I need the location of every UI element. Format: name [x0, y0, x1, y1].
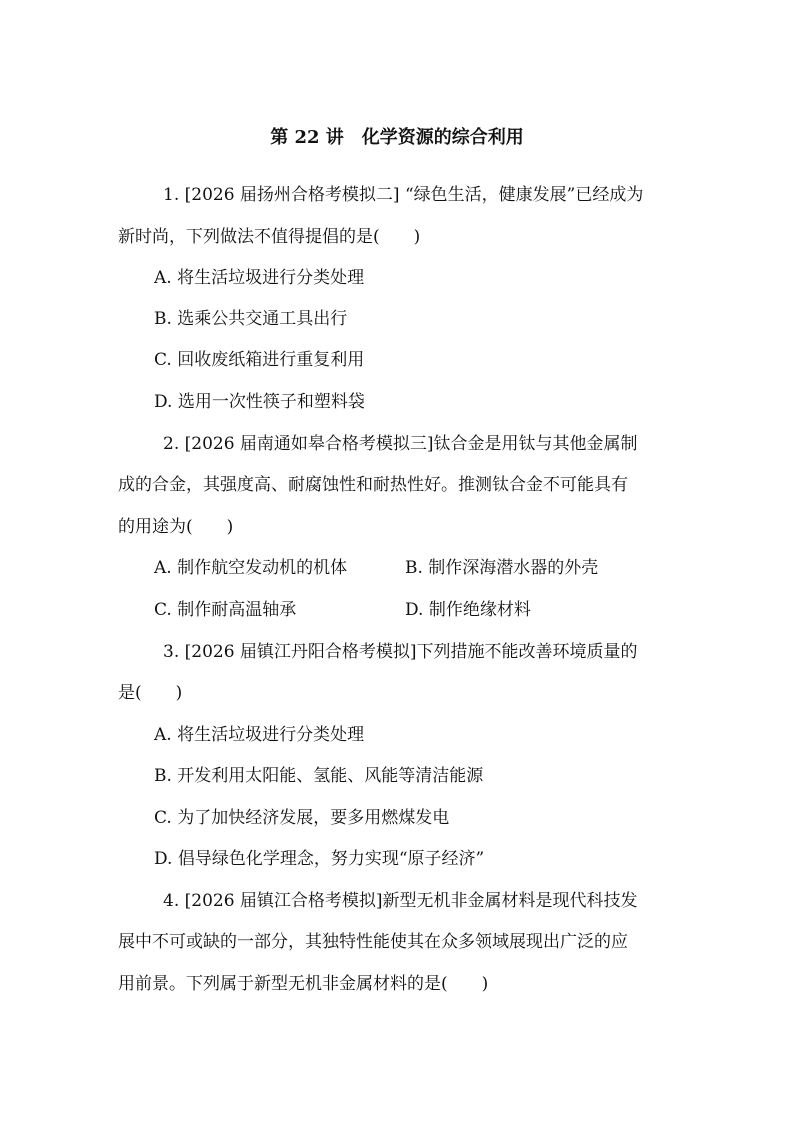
question-2-option-b: B. 制作深海潜水器的外壳 [405, 558, 599, 578]
question-4-stem-line-3: 用前景。下列属于新型无机非金属材料的是( ) [118, 974, 489, 994]
question-1-option-b: B. 选乘公共交通工具出行 [154, 309, 348, 329]
page-title: 第 22 讲 化学资源的综合利用 [270, 127, 524, 148]
question-3-option-a: A. 将生活垃圾进行分类处理 [154, 725, 365, 745]
question-1-option-a: A. 将生活垃圾进行分类处理 [154, 268, 365, 288]
question-3-stem-line-1: 3. [2026 届镇江丹阳合格考模拟]下列措施不能改善环境质量的 [163, 642, 638, 662]
question-1-stem-line-1: 1. [2026 届扬州合格考模拟二] “绿色生活，健康发展”已经成为 [163, 185, 644, 205]
question-1-option-d: D. 选用一次性筷子和塑料袋 [154, 392, 365, 412]
question-2-option-c: C. 制作耐高温轴承 [154, 600, 297, 620]
question-3-option-c: C. 为了加快经济发展，要多用燃煤发电 [154, 808, 450, 828]
question-4-stem-line-2: 展中不可或缺的一部分，其独特性能使其在众多领域展现出广泛的应 [118, 932, 628, 952]
question-1-stem-line-2: 新时尚，下列做法不值得提倡的是( ) [118, 227, 421, 247]
question-2-stem-line-2: 成的合金，其强度高、耐腐蚀性和耐热性好。推测钛合金不可能具有 [118, 475, 628, 495]
question-2-option-a: A. 制作航空发动机的机体 [154, 558, 348, 578]
question-1-option-c: C. 回收废纸箱进行重复利用 [154, 350, 365, 370]
question-4-stem-line-1: 4. [2026 届镇江合格考模拟]新型无机非金属材料是现代科技发 [163, 891, 638, 911]
question-2-stem-line-3: 的用途为( ) [118, 517, 234, 537]
question-2-option-d: D. 制作绝缘材料 [405, 600, 531, 620]
question-3-stem-line-2: 是( ) [118, 683, 183, 703]
question-3-option-d: D. 倡导绿色化学理念，努力实现“原子经济” [154, 849, 485, 869]
question-3-option-b: B. 开发利用太阳能、氢能、风能等清洁能源 [154, 766, 484, 786]
question-2-stem-line-1: 2. [2026 届南通如皋合格考模拟三]钛合金是用钛与其他金属制 [163, 434, 638, 454]
